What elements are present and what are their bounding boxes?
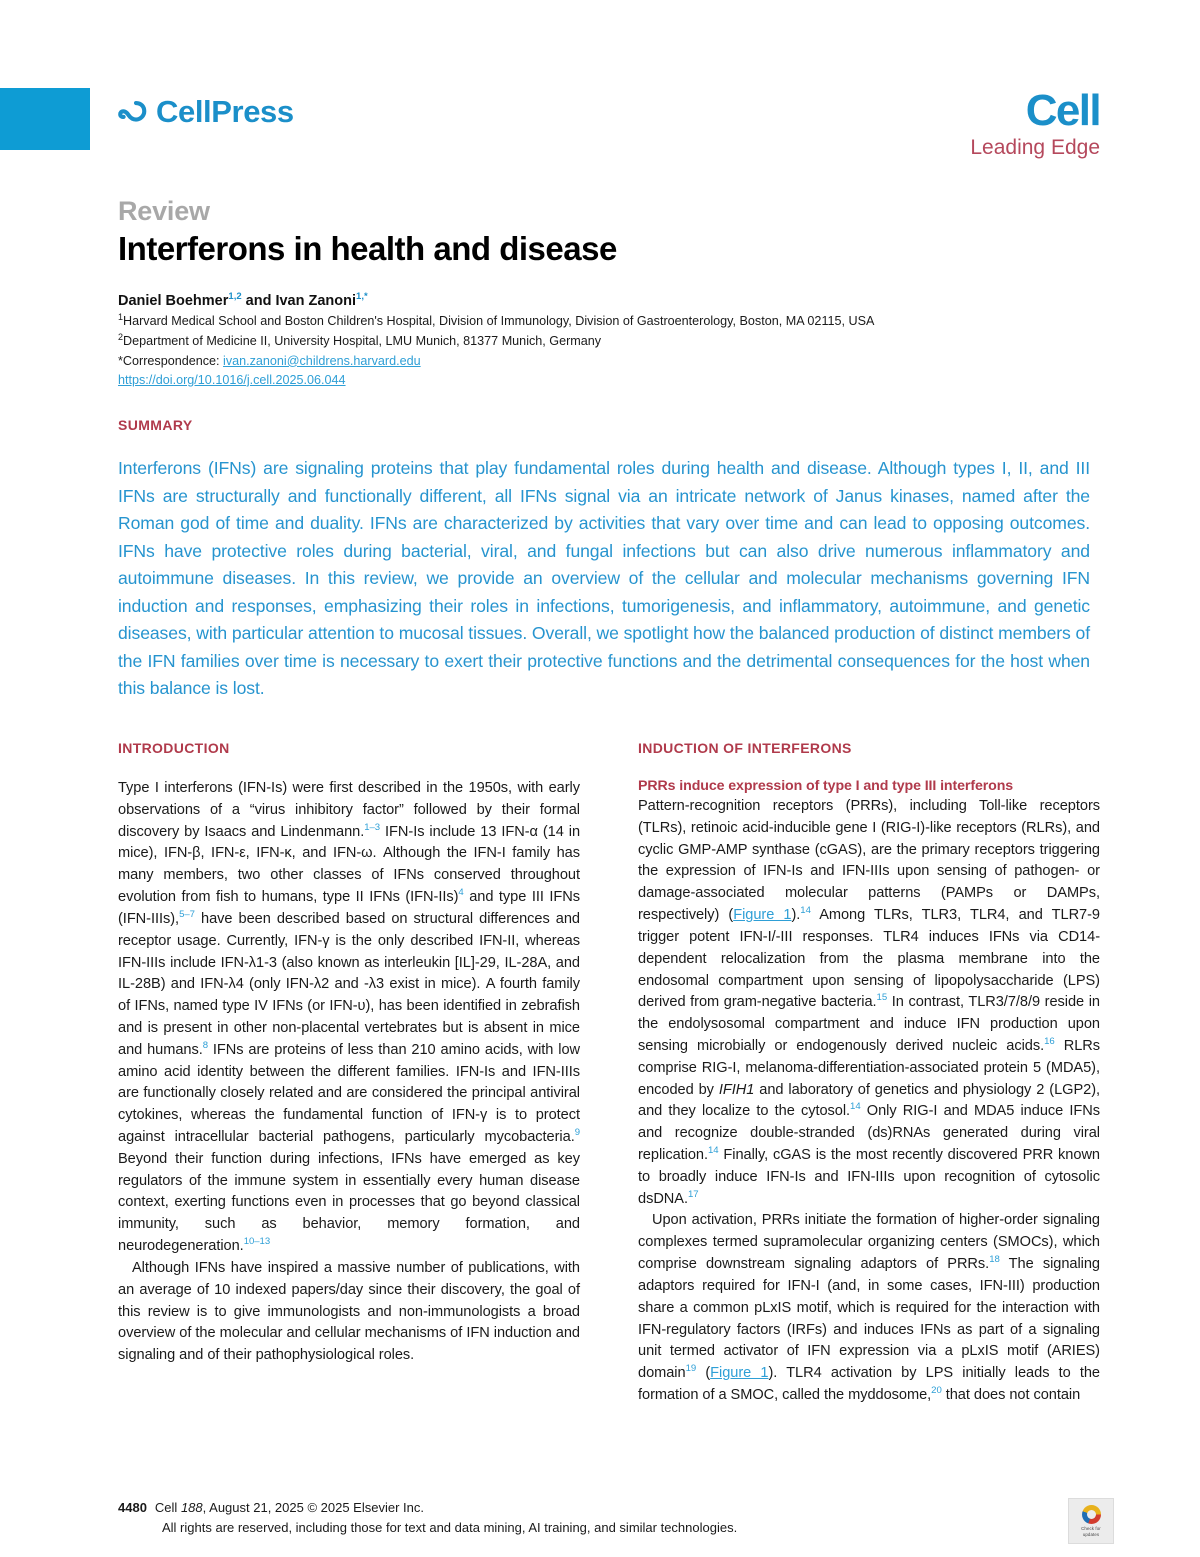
crossmark-label: [1081, 1526, 1101, 1537]
induction-paragraph-1: [638, 796, 1100, 1210]
affiliation-2-marker: 2: [118, 332, 124, 343]
citation-ref[interactable]: 9: [574, 1127, 580, 1139]
article-title-block: [118, 196, 1098, 390]
page-title: Interferons in health and disease: [118, 230, 617, 268]
citation-ref[interactable]: 20: [931, 1385, 942, 1397]
citation-ref[interactable]: 14: [707, 1145, 719, 1157]
section-heading-introduction: INTRODUCTION: [118, 740, 230, 756]
intro-p1-seg-a: Type I interferons (IFN-Is) were first described in the 1950s, with early observations of a “virus inhibitory factor” followed by their formal discovery by Isaacs and Lindenmann.: [118, 780, 580, 840]
induction-p1-seg-f: and laboratory of genetics and physiology 2 (LGP2), and they localize to the cytosol.: [638, 1081, 1101, 1120]
induction-p2-seg-e: that does not contain: [941, 1386, 1081, 1403]
page-header: [118, 88, 1100, 168]
doi-line: [118, 371, 1098, 390]
induction-p2-seg-d: ). TLR4 activation by LPS initially leads to the formation of a SMOC, called the myddosome,: [638, 1365, 1100, 1403]
cellpress-wordmark: CellPress: [156, 94, 294, 129]
author-one-affil-marker: 1,2: [228, 290, 242, 302]
citation-ref[interactable]: 18: [989, 1254, 1000, 1266]
citation-ref[interactable]: 4: [458, 887, 464, 899]
affiliation-line-2: [118, 331, 1098, 351]
citation-ref[interactable]: 8: [202, 1039, 209, 1051]
affiliation-1-text: Harvard Medical School and Boston Children's Hospital, Division of Immunology, Division of Gastroenterology, Boston, MA 02115, USA: [123, 314, 875, 329]
figure-link[interactable]: Figure 1: [710, 1365, 769, 1382]
page-number: 4480: [118, 1500, 147, 1515]
intro-paragraph-1: [118, 778, 580, 1258]
subsection-heading-prrs: PRRs induce expression of type I and type III interferons: [638, 778, 1014, 794]
article-type-kicker: Review: [118, 196, 210, 226]
right-column: [638, 740, 1100, 1407]
citation-ref[interactable]: 14: [800, 905, 811, 917]
gene-name-italic: IFIH1: [718, 1081, 755, 1098]
figure-link[interactable]: Figure 1: [733, 907, 792, 924]
citation-ref[interactable]: 10–13: [243, 1236, 271, 1248]
left-column: [118, 740, 580, 1407]
affiliation-line-1: [118, 311, 1098, 331]
intro-p1-seg-f: Beyond their function during infections, IFNs have emerged as key regulators of the immune system in essentially every human disease context, exerting functions even in processes that go beyond classical immunity, such as behavior, memory formation, and neurodegeneration.: [118, 1150, 580, 1255]
summary-heading: SUMMARY: [118, 417, 193, 433]
cellpress-logo[interactable]: [118, 96, 294, 127]
corresponding-author-marker: *: [363, 290, 368, 302]
blue-corner-block: [0, 88, 90, 150]
footer-citation-line: [118, 1498, 1018, 1518]
crossmark-icon: [1082, 1505, 1101, 1524]
induction-paragraph-2: [638, 1210, 1100, 1406]
induction-p2-seg-c: (: [696, 1365, 711, 1382]
intro-p1-seg-d: have been described based on structural differences and receptor usage. Currently, IFN-γ is the only described IFN-II, whereas IFN-IIIs include IFN-λ1-3 (also known as interleukin [IL]-29, IL-28A, and IL-28B) and IFN-λ4 (only IFN-λ2 and -λ3 exist in mice). A fourth family of IFNs, named type IV IFNs (or IFN-υ), has been identified in zebrafish and is present in other non-placental vertebrates but is absent in mice and humans.: [118, 910, 580, 1058]
citation-ref[interactable]: 19: [685, 1363, 697, 1375]
author-two-affil-marker: 1,: [356, 290, 364, 302]
correspondence-label: *Correspondence:: [118, 353, 224, 368]
correspondence-line: [118, 352, 1098, 371]
induction-p1-seg-g: Only RIG-I and MDA5 induce IFNs and recognize double-stranded (ds)RNAs generated during viral replication.: [638, 1103, 1100, 1163]
citation-ref[interactable]: 1–3: [364, 821, 381, 833]
intro-p1-seg-e: IFNs are proteins of less than 210 amino acids, with low amino acid identity between the different families. IFN-Is and IFN-IIIs are functionally closely related and are considered the principal antiviral cytokines, whereas the fundamental function of IFN-γ is to protect against intracellular bacterial pathogens, particularly mycobacteria.: [118, 1041, 581, 1145]
citation-ref[interactable]: 16: [1044, 1036, 1055, 1048]
induction-p1-seg-h: Finally, cGAS is the most recently discovered PRR known to broadly induce IFN-Is and IFN-IIIs upon recognition of cytosolic dsDNA.: [638, 1147, 1100, 1207]
induction-p2-seg-a: Upon activation, PRRs initiate the formation of higher-order signaling complexes termed supramolecular organizing centers (SMOCs), which comprise downstream signaling adaptors of PRRs.: [638, 1212, 1100, 1273]
induction-p2-seg-b: The signaling adaptors required for IFN-I (and, in some cases, IFN-III) production share a common pLxIS motif, which is required for the interaction with IFN-regulatory factors (IRFs) and induces IFNs as part of a signaling unit termed activator of IFN expression via a pLxIS motif (ARIES) domain: [638, 1256, 1100, 1382]
journal-brand: [970, 88, 1100, 159]
citation-ref[interactable]: 17: [687, 1188, 699, 1200]
journal-name: Cell: [154, 1500, 181, 1515]
induction-p1-seg-b: ).: [791, 907, 801, 924]
citation-ref[interactable]: 5–7: [179, 909, 195, 921]
author-conjunction: and Ivan Zanoni: [241, 292, 357, 309]
crossmark-badge[interactable]: [1068, 1498, 1114, 1544]
citation-ref[interactable]: 15: [876, 992, 888, 1004]
author-one: Daniel Boehmer: [118, 292, 229, 309]
cellpress-mark-icon: [118, 97, 148, 127]
crossmark-label-line2: updates: [1082, 1531, 1100, 1537]
body-columns: [118, 740, 1100, 1407]
journal-title: Cell: [1025, 86, 1100, 135]
citation-rest: , August 21, 2025 © 2025 Elsevier Inc.: [202, 1500, 424, 1515]
intro-p1-seg-b: IFN-Is include 13 IFN-α (14 in mice), IFN-β, IFN-ε, IFN-κ, and IFN-ω. Although the IFN-I family has many members, two other classes of IFNs conserved throughout evolution from fish to humans, type II IFNs (IFN-IIs): [118, 823, 581, 906]
correspondence-email-link[interactable]: ivan.zanoni@childrens.harvard.edu: [223, 353, 421, 368]
intro-paragraph-2: Although IFNs have inspired a massive number of publications, with an average of 10 indexed papers/day since their discovery, the goal of this review is to give immunologists and non-immunologists a broad overview of the molecular and cellular mechanisms of IFN induction and signaling and of their pathophysiological roles.: [118, 1259, 580, 1364]
affiliation-1-marker: 1: [118, 312, 124, 323]
author-list: [118, 291, 1098, 311]
induction-p1-seg-a: Pattern-recognition receptors (PRRs), including Toll-like receptors (TLRs), retinoic acid-inducible gene I (RIG-I)-like receptors (RLRs), and cyclic GMP-AMP synthase (cGAS), are the primary receptors triggering the expression of IFN-Is and IFN-IIIs upon sensing of pathogen- or damage-associated molecular patterns (PAMPs or DAMPs, respectively) (: [638, 798, 1100, 924]
summary-text: Interferons (IFNs) are signaling proteins that play fundamental roles during health and disease. Although types I, II, and III IFNs are structurally and functionally different, all IFNs signal via an intricate network of Janus kinases, named after the Roman god of time and duality. IFNs are characterized by activities that vary over time and can lead to opposing outcomes. IFNs have protective roles during bacterial, viral, and fungal infections but can also drive numerous inflammatory and autoimmune diseases. In this review, we provide an overview of the cellular and molecular mechanisms governing IFN induction and responses, emphasizing their roles in infections, tumorigenesis, and inflammatory, autoimmune, and genetic diseases, with particular attention to mucosal tissues. Overall, we spotlight how the balanced production of distinct members of the IFN families over time is necessary to exert their protective functions and the detrimental consequences for the host when this balance is lost.: [118, 458, 1090, 699]
footer-rights-line: All rights are reserved, including those for text and data mining, AI training, and similar technologies.: [162, 1519, 738, 1535]
affiliation-2-text: Department of Medicine II, University Hospital, LMU Munich, 81377 Munich, Germany: [123, 334, 602, 349]
citation-ref[interactable]: 14: [850, 1101, 861, 1113]
induction-p1-seg-e: RLRs comprise RIG-I, melanoma-differentiation-associated protein 5 (MDA5), encoded by: [638, 1037, 1100, 1098]
intro-p1-seg-c: and type III IFNs (IFN-IIIs),: [118, 889, 580, 927]
induction-p1-seg-c: Among TLRs, TLR3, TLR4, and TLR7-9 trigger potent IFN-I/-III responses. TLR4 induces IFNs via CD14-dependent relocalization from the plasma membrane into the endosomal compartment upon sensing of lipopolysaccharide (LPS) derived from gram-negative bacteria.: [638, 907, 1100, 1011]
induction-p1-seg-d: In contrast, TLR3/7/8/9 reside in the endolysosomal compartment and induce IFN production upon sensing microbially or endogenously derived nucleic acids.: [638, 994, 1100, 1054]
journal-tagline: Leading Edge: [970, 136, 1100, 160]
page-footer: [118, 1498, 1018, 1537]
section-heading-induction: INDUCTION OF INTERFERONS: [638, 740, 852, 756]
volume-number: 188: [180, 1500, 203, 1515]
doi-link[interactable]: https://doi.org/10.1016/j.cell.2025.06.044: [118, 372, 346, 387]
crossmark-label-line1: Check for: [1081, 1526, 1101, 1531]
